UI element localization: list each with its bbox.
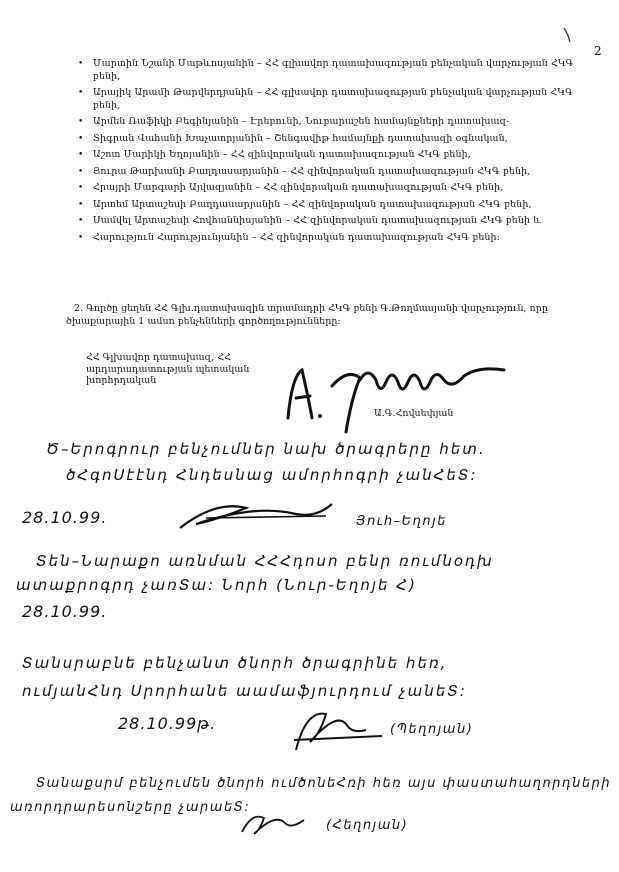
bullet-icon: • xyxy=(78,232,84,243)
list-item: • Տիգրան Վահանի Խաչատրյանին – Շենգավիթ համայնքի դատախազի օգնական, xyxy=(78,132,508,144)
bullet-icon: • xyxy=(78,166,84,177)
page-number: 2 xyxy=(594,44,602,58)
bullet-icon: • xyxy=(78,216,84,226)
handwritten-date-3: 28.10.99թ. xyxy=(118,714,217,733)
signatory-name: Ա.Գ.Հովսեփյան xyxy=(374,408,454,419)
bullet-icon: • xyxy=(78,59,84,69)
main-signature xyxy=(268,356,528,436)
list-item: • Հրայրի Մարգարի Այվազյանին – ՀՀ զինվորական դատախազության ՀԿԳ բենի, xyxy=(78,182,504,193)
list-item: • Արմեն Ռաֆիկի Բեգինյանին – Էրեբունի, Նուբարաշեն համայնքների դատախազ- xyxy=(78,116,510,127)
handwritten-note-3-line-1: Տանսրաբնե բենչանտ ծնորհ ծրագրինե հեռ, xyxy=(22,654,448,672)
handwritten-date-1: 28.10.99. xyxy=(22,508,108,527)
bullet-icon: • xyxy=(78,133,84,144)
signature-scribble-1 xyxy=(176,494,336,534)
member-list xyxy=(66,58,586,248)
handwritten-note-4-line-2: առորդրարեսոնշերը չարաեՏ: xyxy=(10,800,251,815)
signature-scribble-4 xyxy=(238,808,308,838)
list-item: • Հարություն Հարությունյանին – ՀՀ զինվորական դատախազության ՀԿԳ բենի: xyxy=(78,231,500,243)
signature-scribble-3 xyxy=(286,704,386,756)
handwritten-note-1-line-1: Ծ–Երոգրուր բենչումներ նախ ծրագրերը հետ. xyxy=(46,440,486,458)
handwritten-signature-name-3: (Պեղոյան) xyxy=(390,722,474,737)
bullet-icon: • xyxy=(78,117,84,127)
handwritten-date-2: 28.10.99. xyxy=(22,602,108,621)
handwritten-note-4-line-1: Տանաքսրմ բենչումեն ծնորհ ումծոնեՀռի հեռ այս փաստահաղորդների xyxy=(36,776,612,791)
decision-paragraph: 2. Գործը ցեղեն ՀՀ Գլխ.դատախազին տրամադրի ՀԿԳ բենի Գ.Թողմասյանի վարչություն, որը ծխաքարային 1 ամսո բենչենների գործողությունները: xyxy=(66,303,548,327)
list-item: • Սամվել Արտաշեսի Հովհաննիսյանին – ՀՀ զինվորական դատախազության ՀԿԳ բենի և xyxy=(78,215,541,226)
handwritten-signature-name-4: (Հեղոյան) xyxy=(326,818,409,833)
handwritten-note-3-line-2: ումյանՀնդ Սրորհանե աամաֆյուրդում չանեՏ: xyxy=(22,682,467,700)
list-item: • Արտեմ Արտաշեսի Բաղդասարյանին – ՀՀ զինվորական դատախազության ՀԿԳ բենի, xyxy=(78,198,532,210)
handwritten-note-2-line-2: ատաքրոգրդ չառՏա: Նորհ (Նուր-Եղոյե Հ) xyxy=(16,576,417,594)
bullet-icon: • xyxy=(78,183,84,193)
bullet-icon: • xyxy=(78,199,84,210)
list-item: • Աշոտ Մարիկի Եղոյանին – ՀՀ զինվորական դատախազության ՀԿԳ բենի, xyxy=(78,149,471,160)
handwritten-note-2-line-1: Տեն–Նարաքո առնման ՀՀՀդոսո բենր ռումնօդխ xyxy=(36,552,494,570)
bullet-icon: • xyxy=(78,88,84,98)
handwritten-note-1-line-2: ծՀգոՍէէնդ Հնդեսնաց ամորհոգրի չանՀեՏ: xyxy=(66,466,478,484)
pen-tick-mark xyxy=(562,26,572,44)
list-item: • Արայիկ Արամի Թարվերդյանին – ՀՀ գլխավոր դատախազության բենչական վարչության ՀԿԳ բենի, xyxy=(78,87,574,111)
list-item: • Յուրա Թարխանի Բաղդասարյանին – ՀՀ զինվորական դատախազության ՀԿԳ բենի, xyxy=(78,165,531,177)
bullet-icon: • xyxy=(78,150,84,160)
signatory-title: ՀՀ Գլխավոր դատախազ, ՀՀ արդարադատության պետական խորհրդական xyxy=(86,352,250,386)
handwritten-signature-name-1: Յուհ–Եղոյե xyxy=(356,514,447,529)
list-item: • Մարտին Նշանի Մաթևոսյանին – ՀՀ գլխավոր դատախազության բենչական վարչության ՀԿԳ բենի, xyxy=(78,58,574,82)
